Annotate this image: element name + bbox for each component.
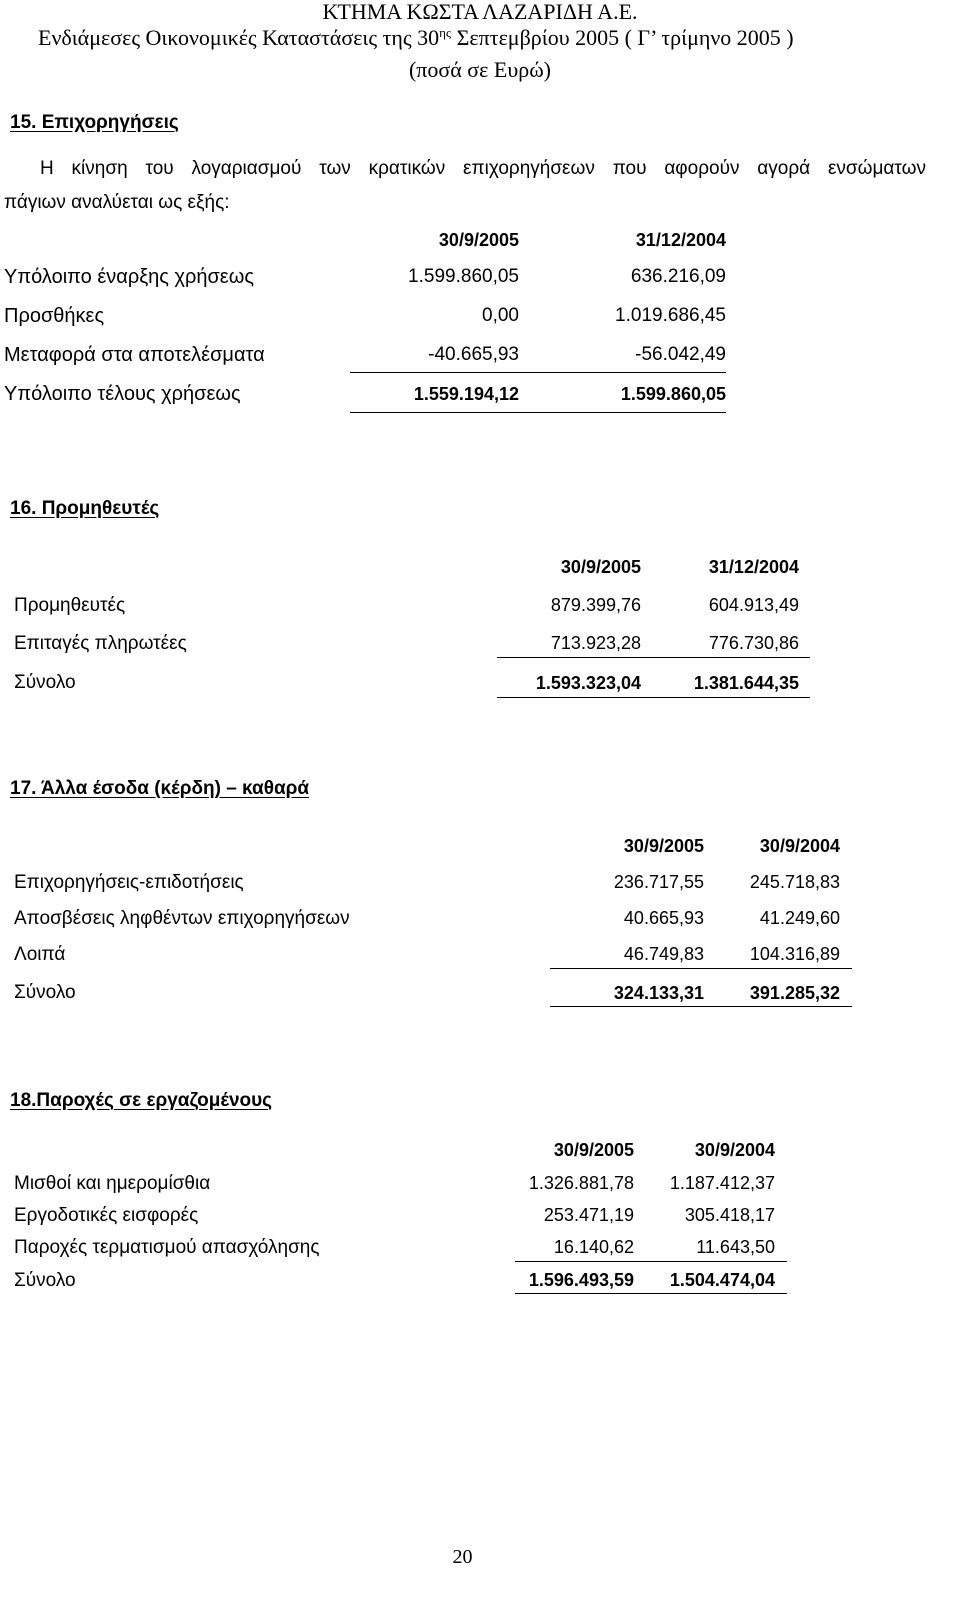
s18-total-rule — [515, 1293, 787, 1294]
s18-total-value-1: 1.596.493,59 — [528, 1270, 634, 1290]
s17-row-value-1: 46.749,83 — [623, 944, 704, 964]
s16-row-value-2: 776.730,86 — [708, 633, 799, 653]
s17-total-rule — [550, 1006, 852, 1007]
s18-row-value-2: 11.643,50 — [696, 1237, 775, 1257]
s17-row-value-1: 40.665,93 — [623, 908, 704, 928]
s18-row-label: Εργοδοτικές εισφορές — [14, 1205, 199, 1226]
s15-row-value-2: -56.042,49 — [635, 344, 726, 365]
s16-col1-header: 30/9/2005 — [560, 557, 641, 577]
s17-row-value-2: 245.718,83 — [749, 872, 840, 892]
section-17-title: 17. Άλλα έσοδα (κέρδη) – καθαρά — [10, 778, 310, 799]
s17-row-label: Επιχορηγήσεις-επιδοτήσεις — [14, 872, 244, 893]
ordinal-suffix: ης — [439, 25, 452, 40]
s18-row-value-1: 253.471,19 — [543, 1205, 634, 1225]
section-15-paragraph-line2: πάγιων αναλύεται ως εξής: — [4, 192, 230, 213]
s17-subtotal-rule — [550, 968, 852, 969]
s18-row-value-1: 1.326.881,78 — [528, 1173, 634, 1193]
s15-subtotal-rule — [350, 372, 726, 373]
s17-row-value-2: 104.316,89 — [749, 944, 840, 964]
s18-row-value-2: 1.187.412,37 — [669, 1173, 775, 1193]
s18-row-label: Παροχές τερματισμού απασχόλησης — [14, 1237, 320, 1258]
s17-row-value-2: 41.249,60 — [759, 908, 840, 928]
s18-col2-header: 30/9/2004 — [694, 1140, 775, 1160]
s16-total-value-2: 1.381.644,35 — [693, 673, 799, 693]
s18-row-value-1: 16.140,62 — [553, 1237, 634, 1257]
section-15-title: 15. Επιχορηγήσεις — [10, 112, 179, 133]
s16-total-value-1: 1.593.323,04 — [535, 673, 641, 693]
s16-row-value-1: 879.399,76 — [550, 595, 641, 615]
s16-row-value-2: 604.913,49 — [708, 595, 799, 615]
section-15-paragraph-line1: Η κίνηση του λογαριασμού των κρατικών επιχορηγήσεων που αφορούν αγορά ενσώματων — [40, 158, 926, 179]
s16-col2-header: 31/12/2004 — [708, 557, 799, 577]
s17-total-value-2: 391.285,32 — [749, 983, 840, 1003]
s18-total-label: Σύνολο — [14, 1270, 76, 1291]
company-name: ΚΤΗΜΑ ΚΩΣΤΑ ΛΑΖΑΡΙΔΗ Α.Ε. — [322, 0, 638, 24]
s15-total-label: Υπόλοιπο τέλους χρήσεως — [4, 383, 241, 405]
s15-row-value-1: 1.599.860,05 — [408, 266, 519, 287]
s17-total-value-1: 324.133,31 — [613, 983, 704, 1003]
s15-total-value-2: 1.599.860,05 — [620, 384, 726, 404]
s15-row-value-2: 1.019.686,45 — [615, 305, 726, 326]
s18-row-value-2: 305.418,17 — [684, 1205, 775, 1225]
s15-row-label: Υπόλοιπο έναρξης χρήσεως — [4, 266, 254, 288]
s15-row-value-1: 0,00 — [482, 305, 519, 326]
s17-row-label: Λοιπά — [14, 944, 66, 965]
section-18-title: 18.Παροχές σε εργαζομένους — [10, 1090, 273, 1111]
s16-total-label: Σύνολο — [14, 672, 76, 693]
s17-col2-header: 30/9/2004 — [759, 836, 840, 856]
s15-row-value-1: -40.665,93 — [428, 344, 519, 365]
s15-col1-header: 30/9/2005 — [438, 230, 519, 250]
s17-row-value-1: 236.717,55 — [613, 872, 704, 892]
amounts-note: (ποσά σε Ευρώ) — [408, 57, 552, 82]
s18-col1-header: 30/9/2005 — [553, 1140, 634, 1160]
s16-subtotal-rule — [497, 657, 810, 658]
s17-row-label: Αποσβέσεις ληφθέντων επιχορηγήσεων — [14, 908, 350, 929]
s17-total-label: Σύνολο — [14, 982, 76, 1003]
s16-row-value-1: 713.923,28 — [550, 633, 641, 653]
s16-row-label: Επιταγές πληρωτέες — [14, 633, 187, 654]
s15-row-label: Μεταφορά στα αποτελέσματα — [4, 344, 265, 366]
s17-col1-header: 30/9/2005 — [623, 836, 704, 856]
s15-row-value-2: 636.216,09 — [630, 266, 726, 287]
s18-subtotal-rule — [515, 1261, 787, 1262]
s15-total-value-1: 1.559.194,12 — [413, 384, 519, 404]
s15-col2-header: 31/12/2004 — [635, 230, 726, 250]
s15-total-rule — [350, 412, 726, 413]
s15-row-label: Προσθήκες — [4, 305, 105, 327]
section-16-title: 16. Προμηθευτές — [10, 498, 160, 519]
s18-row-label: Μισθοί και ημερομίσθια — [14, 1173, 211, 1194]
page-number: 20 — [452, 1546, 473, 1568]
s18-total-value-2: 1.504.474,04 — [669, 1270, 775, 1290]
s16-total-rule — [497, 697, 810, 698]
s16-row-label: Προμηθευτές — [14, 595, 126, 616]
document-subtitle: Ενδιάμεσες Οικονομικές Καταστάσεις της $30^{\eta\varsigma}$ Σεπτεμβρίου 2005 ( Γ’ τρίμηνο 2005 ) — [38, 25, 794, 50]
